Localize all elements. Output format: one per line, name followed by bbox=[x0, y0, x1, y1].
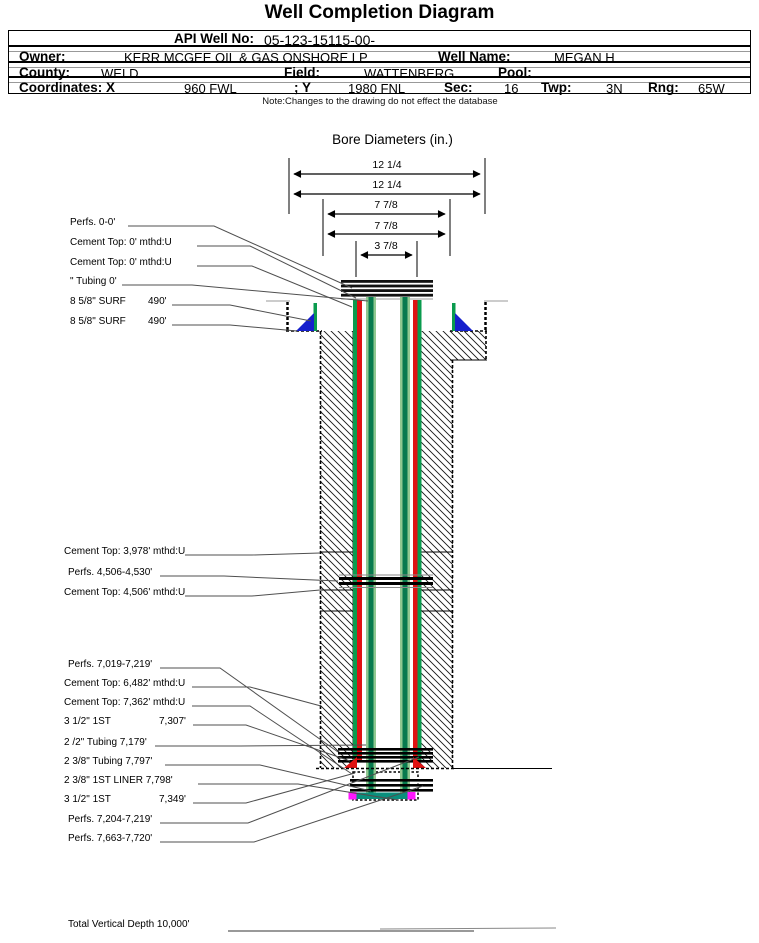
callout-cement-top-0-2: Cement Top: 0' mthd:U bbox=[70, 257, 172, 268]
coordinates-y-value: 1980 FNL bbox=[348, 81, 406, 96]
callout-surf-casing-1: 8 5/8" SURF 490' bbox=[70, 296, 167, 307]
ground-surface-lines bbox=[266, 299, 508, 301]
cement-segment-lines bbox=[320, 552, 453, 611]
bore-dimension-arrows bbox=[289, 158, 485, 277]
perfs-7663-7720 bbox=[350, 779, 433, 792]
rng-value: 65W bbox=[698, 81, 725, 96]
api-label: API Well No: bbox=[174, 31, 255, 46]
county-value: WELD bbox=[101, 65, 139, 81]
packer-right bbox=[408, 792, 416, 800]
cement-top-marker-left bbox=[296, 313, 314, 331]
coordinates-label: Coordinates: X bbox=[19, 80, 116, 95]
callout-perfs-0-0: Perfs. 0-0' bbox=[70, 217, 116, 228]
sec-label: Sec: bbox=[444, 80, 473, 95]
callout-perfs-7019-7219: Perfs. 7,019-7,219' bbox=[68, 659, 153, 670]
production-liner bbox=[353, 772, 418, 800]
bore-dim-value: 12 1/4 bbox=[372, 159, 402, 171]
callout-tubing-0: " Tubing 0' bbox=[70, 276, 117, 287]
twp-label: Twp: bbox=[541, 80, 572, 95]
callout-35-1st-7307: 3 1/2" 1ST 7,307' bbox=[64, 716, 186, 727]
twp-value: 3N bbox=[606, 81, 623, 96]
bore-dim-value: 12 1/4 bbox=[372, 179, 402, 191]
bore-dim-value: 3 7/8 bbox=[374, 240, 398, 252]
perfs-7019-7219 bbox=[338, 748, 433, 763]
coordinates-x-value: 960 FWL bbox=[184, 81, 237, 96]
well-name-value: MEGAN H bbox=[554, 50, 615, 65]
sec-value: 16 bbox=[504, 81, 519, 96]
bore-dim-value: 7 7/8 bbox=[374, 199, 398, 211]
packer-left bbox=[349, 792, 357, 800]
rng-label: Rng: bbox=[648, 80, 679, 95]
callout-perfs-4506-4530: Perfs. 4,506-4,530' bbox=[68, 567, 153, 578]
tubing-strings bbox=[366, 297, 410, 794]
liner-bottom-plug bbox=[356, 793, 409, 800]
casing-shoe-right bbox=[413, 757, 426, 768]
callout-surf-casing-2: 8 5/8" SURF 490' bbox=[70, 316, 167, 327]
callout-cement-top-4506: Cement Top: 4,506' mthd:U bbox=[64, 587, 186, 598]
callout-perfs-7663-7720: Perfs. 7,663-7,720' bbox=[68, 833, 153, 844]
cement-column-left bbox=[320, 331, 353, 768]
cement-column-right bbox=[420, 331, 453, 768]
county-label: County: bbox=[19, 64, 70, 80]
perfs-4506-4530 bbox=[339, 575, 433, 588]
api-row bbox=[9, 31, 750, 46]
cement-top-marker-right bbox=[455, 313, 473, 331]
surface-casing-left bbox=[314, 303, 318, 331]
callout-cement-top-7362: Cement Top: 7,362' mthd:U bbox=[64, 697, 186, 708]
callout-tubing-7797: 2 3/8" Tubing 7,797' bbox=[64, 756, 153, 767]
coordinates-row bbox=[9, 80, 750, 96]
database-note: Note:Changes to the drawing do not effect the database bbox=[262, 96, 498, 107]
casing-left-green bbox=[353, 300, 357, 760]
field-label: Field: bbox=[284, 64, 320, 80]
pool-label: Pool: bbox=[498, 64, 532, 80]
page-title: Well Completion Diagram bbox=[264, 2, 495, 23]
bore-dim-value: 7 7/8 bbox=[374, 220, 398, 232]
surface-casing-right bbox=[452, 303, 456, 331]
header-table bbox=[8, 30, 751, 94]
well-name-label: Well Name: bbox=[438, 49, 511, 64]
surface-cement-right bbox=[450, 331, 486, 360]
wellhead-stack bbox=[341, 280, 433, 297]
callout-total-depth: Total Vertical Depth 10,000' bbox=[68, 919, 190, 930]
callout-leader-lines bbox=[122, 226, 556, 931]
callout-perfs-7204-7219: Perfs. 7,204-7,219' bbox=[68, 814, 153, 825]
owner-value: KERR MCGEE OIL & GAS ONSHORE LP bbox=[124, 50, 368, 65]
callout-cement-top-0-1: Cement Top: 0' mthd:U bbox=[70, 237, 172, 248]
callout-cement-top-6482: Cement Top: 6,482' mthd:U bbox=[64, 678, 186, 689]
owner-label: Owner: bbox=[19, 49, 66, 64]
casing-right-green bbox=[418, 300, 422, 760]
field-value: WATTENBERG bbox=[364, 65, 455, 81]
cellar-walls bbox=[286, 302, 487, 331]
coordinates-y-label: ; Y bbox=[294, 80, 312, 95]
callout-tubing-7179: 2 /2" Tubing 7,179' bbox=[64, 737, 147, 748]
api-value: 05-123-15115-00- bbox=[264, 32, 376, 48]
cement-column-edges bbox=[321, 331, 488, 768]
callout-35-1st-7349: 3 1/2" 1ST 7,349' bbox=[64, 794, 186, 805]
bore-diameters-title: Bore Diameters (in.) bbox=[332, 132, 453, 147]
casing-right-red bbox=[413, 300, 418, 760]
casing-left-red bbox=[357, 300, 362, 760]
casing-shoe-left bbox=[344, 757, 357, 768]
callout-cement-top-3978: Cement Top: 3,978' mthd:U bbox=[64, 546, 186, 557]
callout-liner-7798: 2 3/8" 1ST LINER 7,798' bbox=[64, 775, 173, 786]
